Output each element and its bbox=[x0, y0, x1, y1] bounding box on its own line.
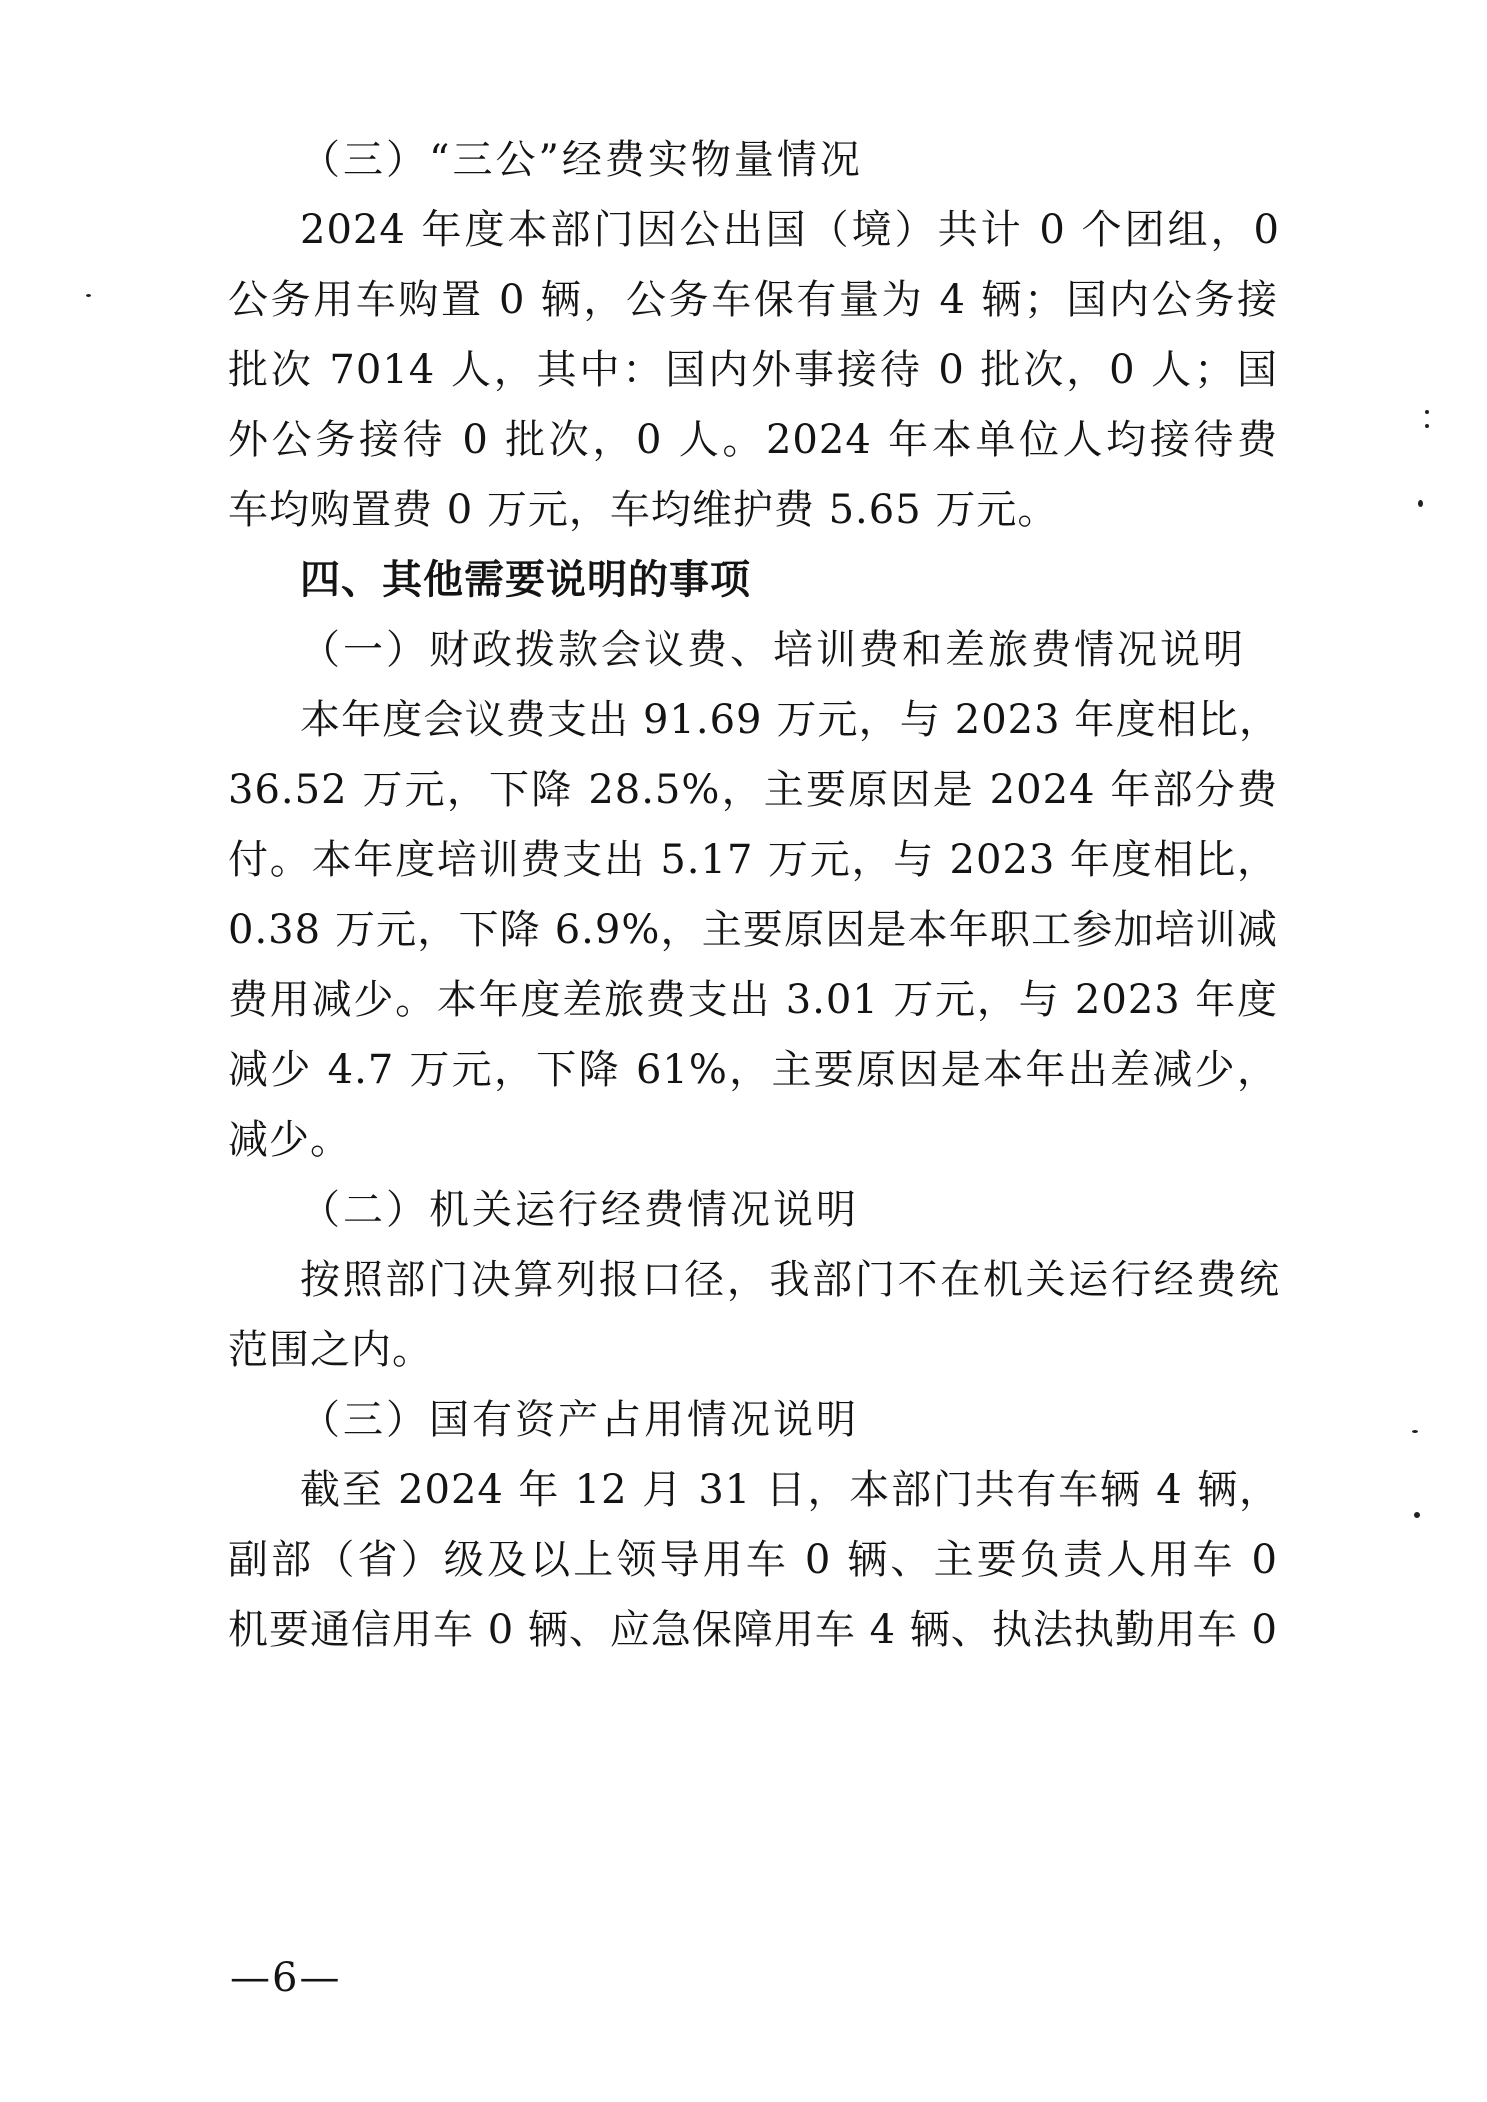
paragraph-line: 本年度会议费支出 91.69 万元，与 2023 年度相比， bbox=[300, 697, 1280, 743]
subsection-title-two: （二）机关运行经费情况说明 bbox=[300, 1187, 859, 1233]
page-number: —6— bbox=[230, 1955, 342, 2001]
paragraph-line: 付。本年度培训费支出 5.17 万元，与 2023 年度相比， bbox=[228, 837, 1278, 883]
paragraph-line: 减少 4.7 万元，下降 61%，主要原因是本年出差减少， bbox=[228, 1047, 1278, 1093]
scan-speck bbox=[1425, 424, 1429, 428]
scan-speck bbox=[1414, 1512, 1420, 1518]
paragraph-line: 36.52 万元，下降 28.5%，主要原因是 2024 年部分费 bbox=[228, 767, 1278, 813]
paragraph-line: 截至 2024 年 12 月 31 日，本部门共有车辆 4 辆， bbox=[300, 1467, 1280, 1513]
section-heading-four: 四、其他需要说明的事项 bbox=[300, 556, 751, 603]
paragraph-line: 减少。 bbox=[228, 1117, 351, 1163]
paragraph-line: 外公务接待 0 批次，0 人。2024 年本单位人均接待费 bbox=[228, 417, 1278, 463]
paragraph-line: 机要通信用车 0 辆、应急保障用车 4 辆、执法执勤用车 0 bbox=[228, 1607, 1278, 1653]
paragraph-line: 副部（省）级及以上领导用车 0 辆、主要负责人用车 0 bbox=[228, 1537, 1278, 1583]
paragraph-line: 公务用车购置 0 辆，公务车保有量为 4 辆；国内公务接 bbox=[228, 277, 1278, 323]
paragraph-line: 车均购置费 0 万元，车均维护费 5.65 万元。 bbox=[228, 487, 1059, 533]
subsection-title-one: （一）财政拨款会议费、培训费和差旅费情况说明 bbox=[300, 627, 1246, 673]
scan-speck bbox=[1418, 500, 1423, 507]
scan-speck bbox=[1412, 1430, 1418, 1433]
paragraph-line: 按照部门决算列报口径，我部门不在机关运行经费统 bbox=[300, 1257, 1280, 1303]
scan-speck bbox=[1425, 410, 1429, 414]
paragraph-line: 2024 年度本部门因公出国（境）共计 0 个团组，0 bbox=[300, 207, 1280, 253]
paragraph-line: 费用减少。本年度差旅费支出 3.01 万元，与 2023 年度 bbox=[228, 977, 1278, 1023]
paragraph-line: 范围之内。 bbox=[228, 1327, 433, 1373]
paragraph-line: 批次 7014 人，其中：国内外事接待 0 批次，0 人；国 bbox=[228, 347, 1278, 393]
paragraph-line: 0.38 万元，下降 6.9%，主要原因是本年职工参加培训减 bbox=[228, 907, 1278, 953]
subsection-title-three: （三）国有资产占用情况说明 bbox=[300, 1397, 859, 1443]
section-title-three-public: （三）“三公”经费实物量情况 bbox=[300, 137, 863, 183]
scan-speck bbox=[86, 294, 91, 297]
